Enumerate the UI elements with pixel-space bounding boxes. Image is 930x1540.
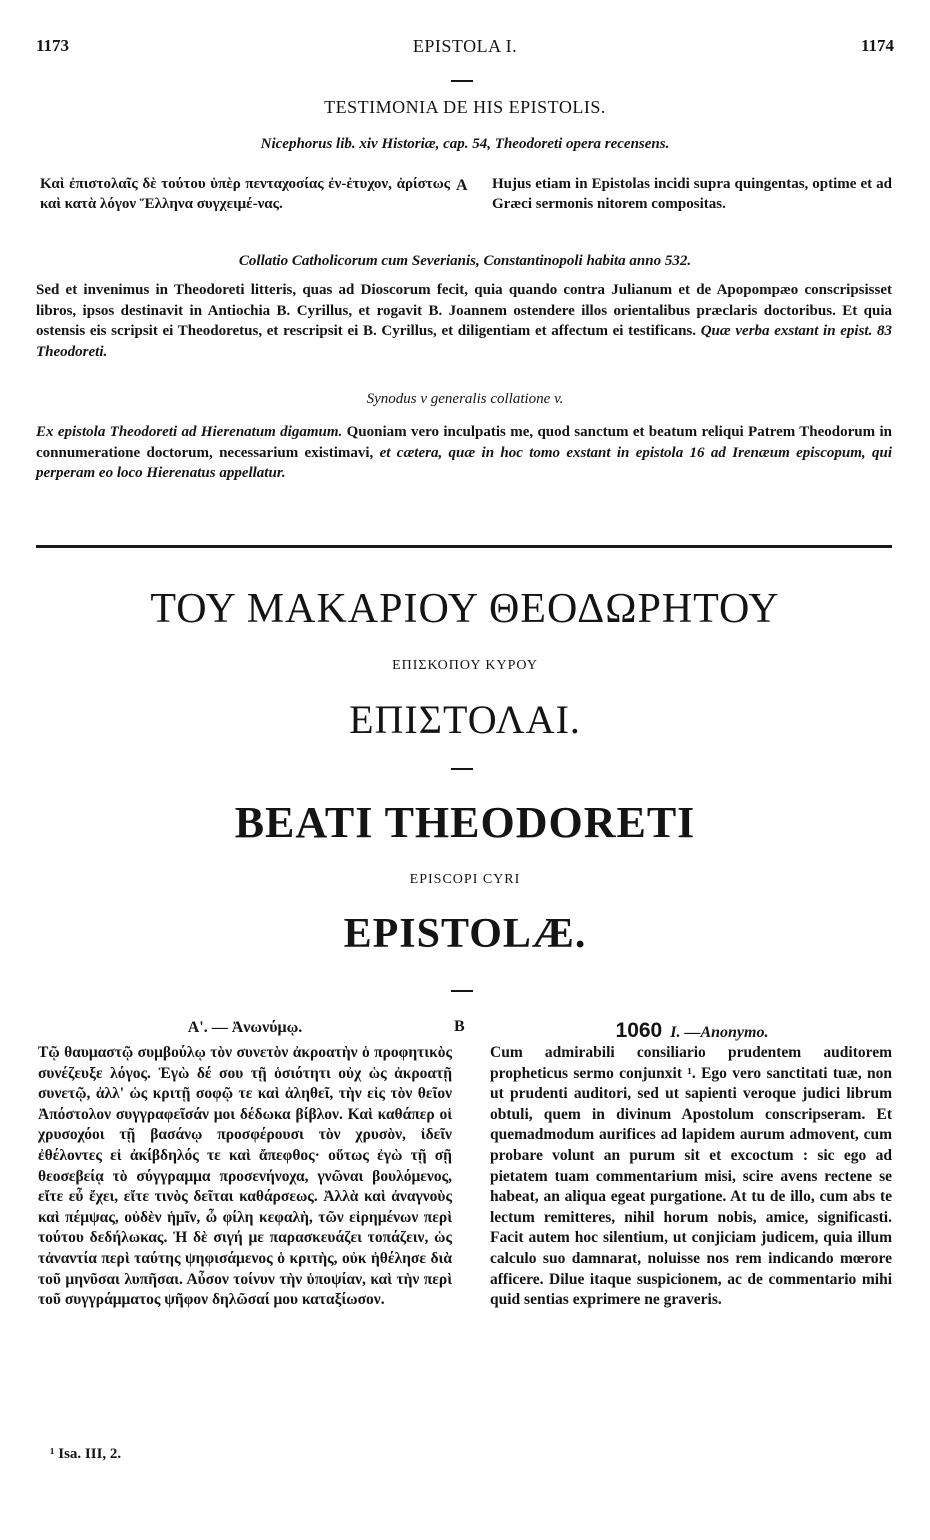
running-header <box>36 36 894 60</box>
left-page-number: 1173 <box>36 36 70 55</box>
collatio-text: Sed et invenimus in Theodoreti litteris, quas ad Dioscorum fecit, quia quando contra Julianum et de Apopompæo conscripsisset libros, ipsos destinavit in Antiochia B. Cyrillus, et rogavit B. Joannem ostendere illos orientalibus præclaris doctoribus. Et quia ostensis eis scripsit ei Theodoretus, et rescripsit ei B. Cyrillus, et diligentiam et affectum ei testificans. <box>36 282 892 339</box>
greek-subtitle: ΕΠΙΣΚΟΠΟΥ ΚΥΡΟΥ <box>392 658 538 673</box>
footnote: ¹ Isa. III, 2. <box>50 1446 122 1462</box>
greek-letter-heading: Α'. — Ἀνωνύμῳ. <box>187 1019 303 1036</box>
source-collatio: Collatio Catholicorum cum Severianis, Constantinopoli habita anno 532. <box>238 253 692 269</box>
section-rule <box>36 545 892 548</box>
title-dash-2 <box>451 990 473 992</box>
testimonia-title: TESTIMONIA DE HIS EPISTOLIS. <box>324 97 606 117</box>
greek-testimonium: Καὶ ἐπιστολαῖς δὲ τούτου ὑπὲρ πενταχοσίας ἐν-ἐτυχον, ἀρίστως καὶ κατὰ λόγον Ἕλληνα συγχειμέ-νας. <box>40 176 450 212</box>
latin-subtitle: EPISCOPI CYRI <box>409 872 521 887</box>
source-synodus: Synodus v generalis collatione v. <box>366 391 564 407</box>
greek-main-title: ΤΟΥ ΜΑΚΑΡΙΟΥ ΘΕΟΔΩΡΗΤΟΥ <box>150 586 780 632</box>
latin-letter-text: Cum admirabili consiliario prudentem auditorem propheticus sermo conjunxit ¹. Ego vero sanctitati tuæ, non ut prudenti auditori, sed ut sapienti veroque judici librum obtuli, quem in divinum Apostolum conscripseram. Et quemadmodum aurifices ad lapidem aurum admovent, cum probare volunt an purum sit et excoctum : sic ego ad pietatem tuam commentarium misi, scire avens rectene se habeat, an aliqua egeat purgatione. At tu de illo, cum abs te lectum remitteres, nihil horum nobis, amice, significasti. Facit autem hoc silentium, ut conjiciam judicem, quia illum calculo suo damnarat, noluisse nos rem indicando mœrore afficere. Dilue itaque suspicionem, ac de commentario mihi quid sentias exprimere ne graveris. <box>490 1044 892 1309</box>
greek-letter-text: Τῷ θαυμαστῷ συμβούλῳ τὸν συνετὸν ἀκροατὴν ὁ προφητικὸς συνέζευξε λόγος. Ἐγὼ δέ σου τῇ ὁσιότητι οὐχ ὡς ἀκροατῇ συνετῷ, ἀλλ' ὡς κριτῇ σοφῷ τε καὶ ἀληθεῖ, τὴν εἰς τὸν θεῖον Ἀπόστολον συγγραφεῖσάν μοι δέδωκα βίβλον. Καὶ καθάπερ οἱ χρυσοχόοι τῇ βασάνῳ προσφέρουσι τὸν χρυσὸν, ἰδεῖν ἐθέλοντες εἰ ἀκίβδηλός τε καὶ ἄπεφθος· οὕτως ἐγὼ τῇ σῇ θεοσεβείᾳ τὸ σύγγραμμα προσενήνοχα, γνῶναι βουλόμενος, εἴτε εὖ ἔχει, εἴτε τινὸς δεῖται καθάρσεως. Ἀλλὰ καὶ ἀναγνοὺς καὶ πέμψας, οὐδὲν ἡμῖν, ὦ φίλη κεφαλὴ, τῶν εἰρημένων περὶ τούτου δεδήλωκας. Ἡ δὲ σιγή με παρασκευάζει τοπάζειν, ὡς τἀναντία περὶ ταύτης ψηφισάμενος ὁ κριτὴς, οὐκ ἠθέλησε διὰ τοῦ μηνῦσαι λυπῆσαι. Αὖσον τοίνυν τὴν ὑποψίαν, καὶ τὴν περὶ τοῦ συγγράμματος ψῆφον δηλῶσαί μου καταξίωσον. <box>38 1044 452 1309</box>
column-marker-a: A <box>456 177 468 194</box>
synodus-text: Quoniam vero inculpatis me, quod sanctum et beatum reliqui Patrem Theodorum in connumeratione doctorum, necessarium existimavi, <box>36 424 892 461</box>
latin-main-title: BEATI THEODORETI <box>234 798 696 847</box>
synodus-source: Ex epistola Theodoreti ad Hierenatum digamum. <box>36 424 343 440</box>
synodus-paragraph <box>36 422 892 484</box>
source-nicephorus: Nicephorus lib. xiv Historiæ, cap. 54, Theodoreti opera recensens. <box>260 136 670 152</box>
running-title: EPISTOLA I. <box>412 36 518 56</box>
synodus-note: et cætera, quæ in hoc tomo exstant in epistola 16 ad Irenæum episcopum, qui perperam eo loco Hierenatus appellatur. <box>36 444 893 481</box>
latin-epistolae-title: EPISTOLÆ. <box>343 911 587 957</box>
title-dash-1 <box>451 768 473 770</box>
collatio-reference: Quæ verba exstant in epist. 83 Theodoreti. <box>36 323 892 360</box>
latin-heading-text: I. —Anonymo. <box>670 1024 769 1041</box>
latin-testimonium: Hujus etiam in Epistolas incidi supra quingentas, optime et ad Græci sermonis nitorem compositas. <box>492 176 892 212</box>
header-dash <box>451 80 473 82</box>
greek-epistolai-title: ΕΠΙΣΤΟΛΑΙ. <box>349 697 581 742</box>
latin-letter-heading <box>492 1019 892 1043</box>
column-number: 1060 <box>615 1019 663 1042</box>
right-page-number: 1174 <box>860 36 894 55</box>
column-marker-b: B <box>454 1018 465 1035</box>
collatio-paragraph <box>36 280 892 362</box>
